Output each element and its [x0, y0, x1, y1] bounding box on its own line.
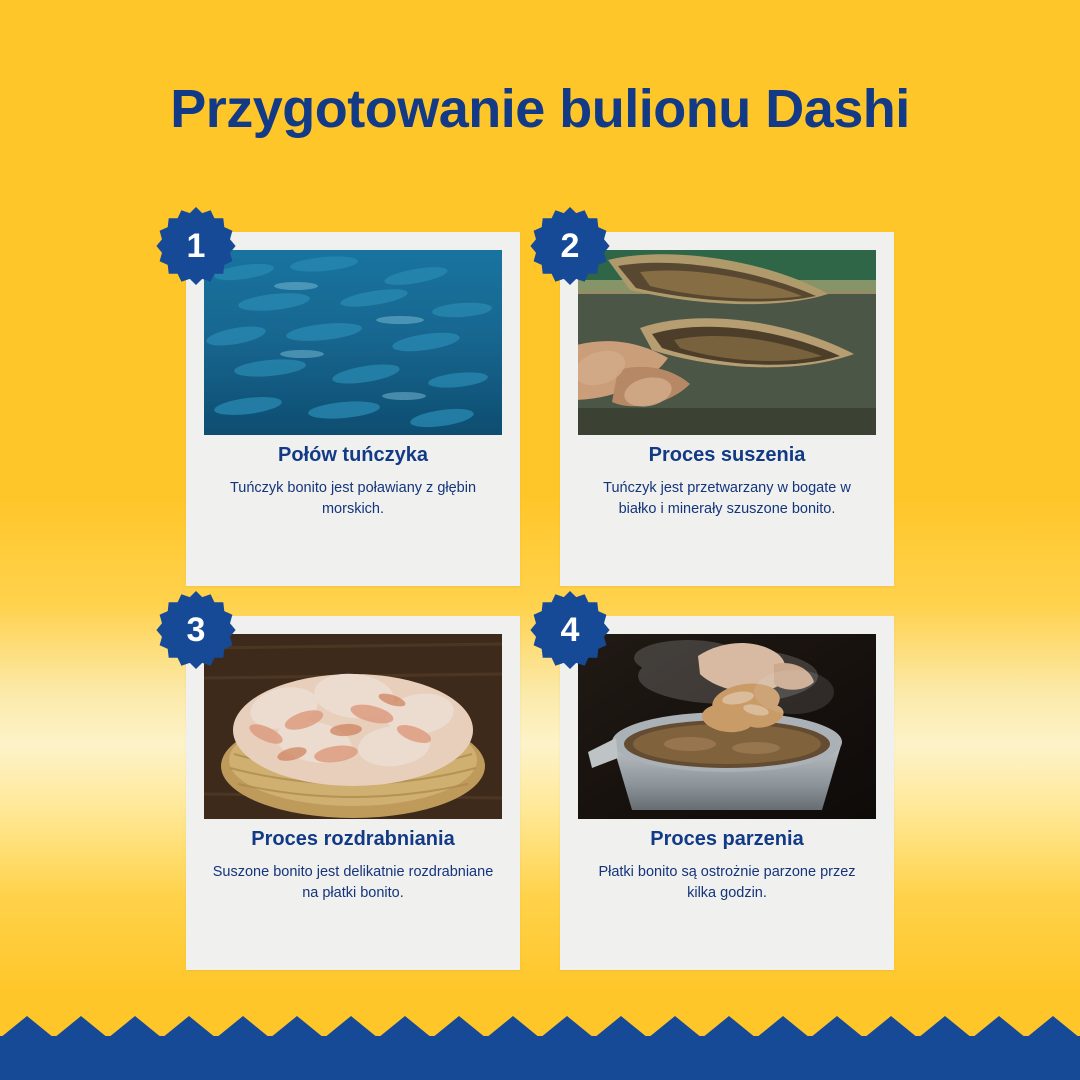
step-card-4	[560, 610, 894, 970]
step-title-4: Proces parzenia	[650, 828, 804, 850]
steps-grid	[186, 226, 894, 970]
step-number-2: 2	[560, 226, 580, 265]
step-card-3	[186, 610, 520, 970]
step-image-1	[204, 250, 502, 435]
step-badge-3	[156, 590, 236, 670]
step-image-4	[578, 634, 876, 819]
step-badge-1	[156, 206, 236, 286]
step-title-1: Połów tuńczyka	[277, 444, 429, 466]
footer-zigzag-band	[0, 1008, 1080, 1080]
step-description-3: Suszone bonito jest delikatnie rozdrabniane na płatki bonito.	[212, 864, 494, 902]
step-number-1: 1	[186, 226, 206, 265]
step-image-3	[204, 634, 502, 819]
page-title: Przygotowanie bulionu Dashi	[170, 79, 910, 139]
step-image-2	[578, 250, 876, 435]
step-description-1: Tuńczyk bonito jest poławiany z głębin morskich.	[229, 480, 477, 518]
step-description-2: Tuńczyk jest przetwarzany w bogate w białko i minerały szuszone bonito.	[603, 480, 851, 518]
step-badge-4	[530, 590, 610, 670]
step-title-3: Proces rozdrabniania	[251, 828, 455, 850]
step-card-2	[560, 226, 894, 586]
step-card-1	[186, 226, 520, 586]
step-number-3: 3	[186, 610, 206, 649]
step-description-4: Płatki bonito są ostrożnie parzone przez kilka godzin.	[598, 864, 856, 902]
step-title-2: Proces suszenia	[648, 444, 806, 466]
step-number-4: 4	[560, 610, 580, 649]
step-badge-2	[530, 206, 610, 286]
